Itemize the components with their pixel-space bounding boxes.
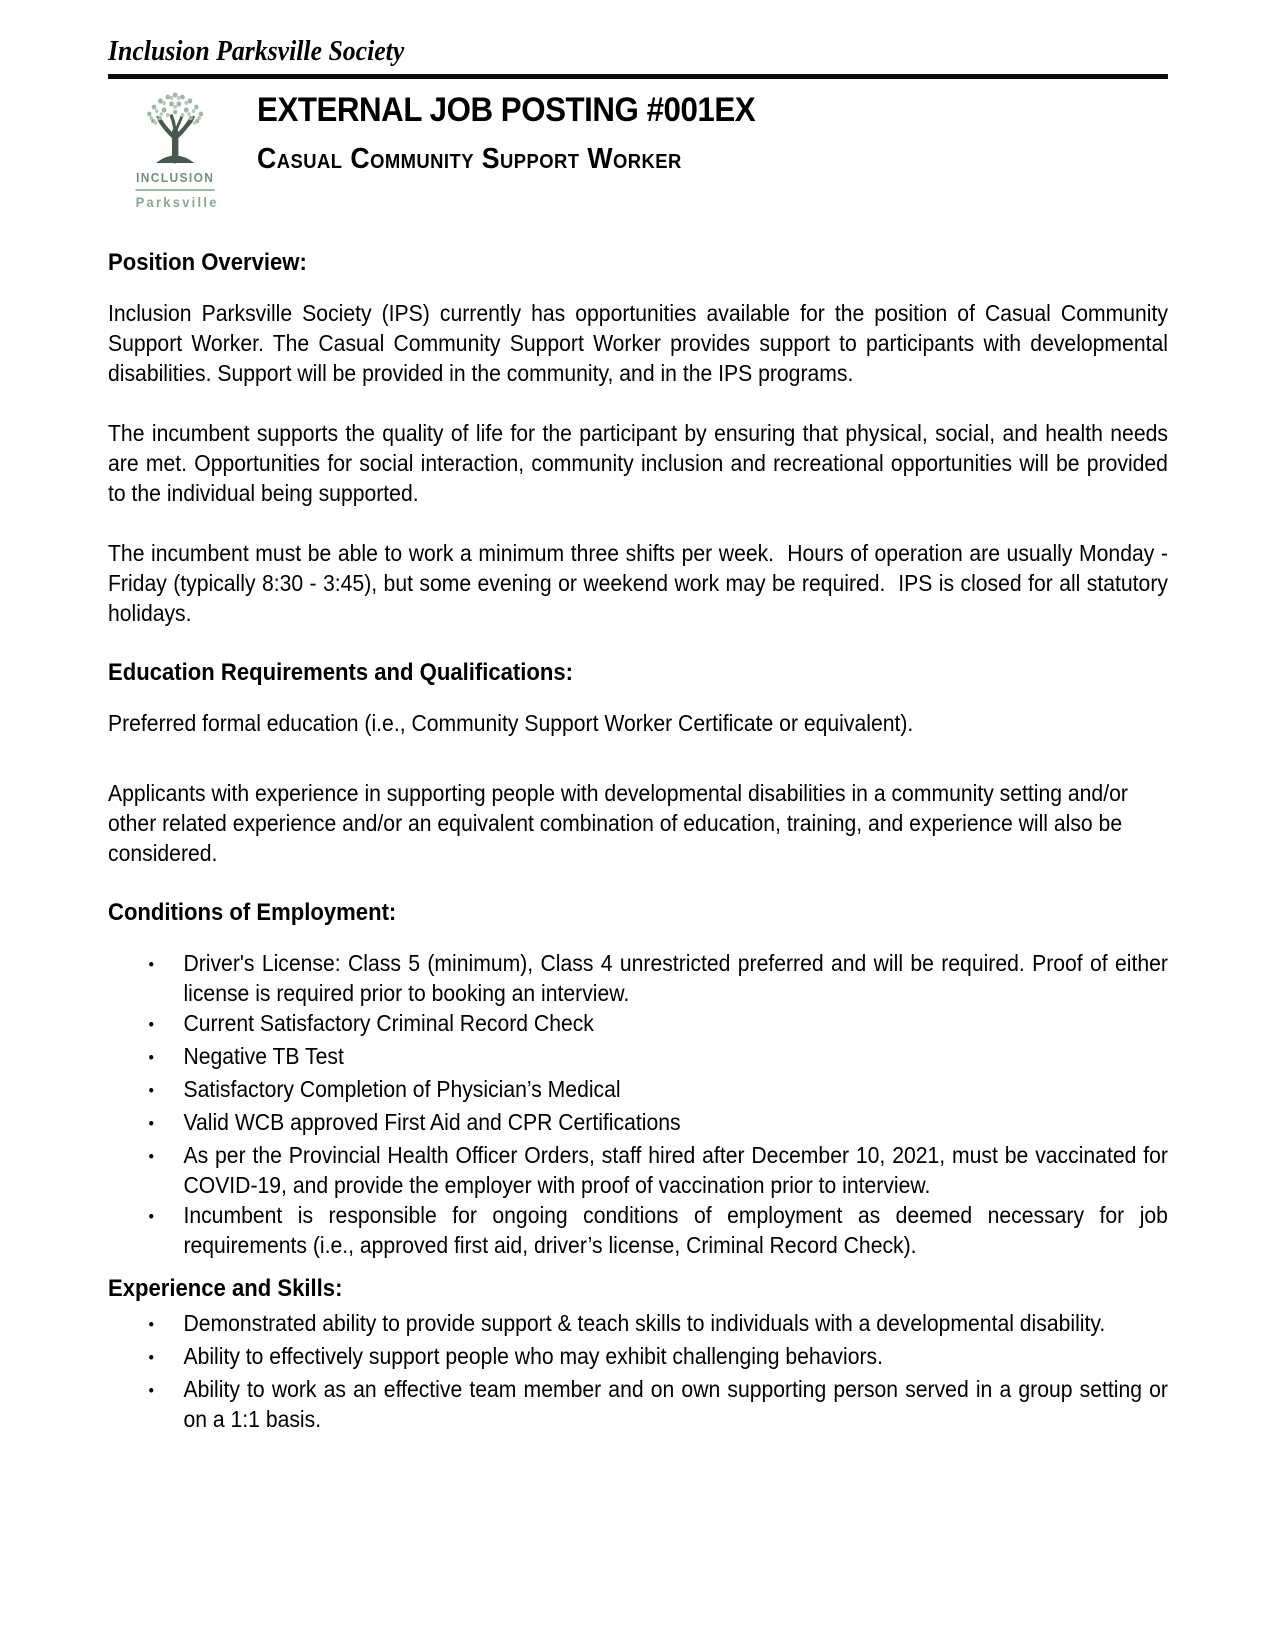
section-heading-experience-and-skills: Experience and Skills: (108, 1275, 343, 1302)
bullet-item (108, 1008, 1168, 1041)
header-row (108, 88, 1168, 210)
bullet-text: Satisfactory Completion of Physician’s Medical (183, 1076, 621, 1102)
document-body (108, 248, 1174, 1434)
conditions-bullet-list (108, 948, 1174, 1260)
bullet-text: As per the Provincial Health Officer Orders, staff hired after December 10, 2021, must be vaccinated for COVID-19, and provide the employer with proof of vaccination prior to interview. (183, 1142, 1174, 1198)
bullet-dot-icon (148, 1341, 183, 1374)
paragraph: Preferred formal education (i.e., Community Support Worker Certificate or equivalent). (108, 710, 914, 736)
bullet-text: Negative TB Test (183, 1043, 344, 1069)
bullet-dot-icon (148, 1107, 183, 1140)
experience-bullet-list (108, 1308, 1174, 1434)
bullet-text: Ability to effectively support people who may exhibit challenging behaviors. (183, 1343, 883, 1369)
bullet-item (108, 1074, 1168, 1107)
bullet-text: Demonstrated ability to provide support & teach skills to individuals with a developmental disability. (183, 1310, 1106, 1336)
bullet-item (108, 1041, 1168, 1074)
bullet-item (108, 1140, 1174, 1200)
bullet-item (108, 1200, 1174, 1260)
bullet-item (108, 1107, 1168, 1140)
bullet-item (108, 1308, 1168, 1341)
bullet-text: Ability to work as an effective team member and on own supporting person served in a group setting or on a 1:1 basis. (183, 1376, 1174, 1432)
paragraph: The incumbent supports the quality of life for the participant by ensuring that physical, social, and health needs are met. Opportunities for social interaction, community inclusion and recreational opportunities will be provided to the individual being supported. (108, 420, 1174, 506)
document-header (108, 36, 1168, 79)
paragraph: The incumbent must be able to work a minimum three shifts per week. Hours of operation are usually Monday - Friday (typically 8:30 - 3:45), but some evening or weekend work may be required. IPS is closed for all statutory holidays. (108, 540, 1174, 626)
logo-parksville-text: Parksville (135, 194, 219, 210)
paragraph: Inclusion Parksville Society (IPS) currently has opportunities available for the position of Casual Community Support Worker. The Casual Community Support Worker provides support to participants with developmental disabilities. Support will be provided in the community, and in the IPS programs. (108, 300, 1174, 386)
bullet-dot-icon (148, 948, 183, 1008)
bullet-item (108, 948, 1174, 1008)
society-name: Inclusion Parksville Society (108, 36, 405, 67)
bullet-dot-icon (148, 1074, 183, 1107)
bullet-dot-icon (148, 1008, 183, 1041)
bullet-item (108, 1341, 1168, 1374)
position-subtitle: Casual Community Support Worker (257, 143, 682, 175)
org-logo (135, 88, 219, 210)
bullet-text: Incumbent is responsible for ongoing conditions of employment as deemed necessary for job requirements (i.e., approved first aid, driver’s license, Criminal Record Check). (183, 1202, 1174, 1258)
bullet-dot-icon (148, 1200, 183, 1260)
bullet-item (108, 1374, 1174, 1434)
section-heading-position-overview: Position Overview: (108, 249, 307, 276)
bullet-dot-icon (148, 1140, 183, 1200)
bullet-dot-icon (148, 1374, 183, 1434)
bullet-text: Valid WCB approved First Aid and CPR Certifications (183, 1109, 681, 1135)
bullet-text: Current Satisfactory Criminal Record Check (183, 1010, 594, 1036)
section-heading-education-requirements: Education Requirements and Qualifications: (108, 659, 574, 686)
section-heading-conditions-of-employment: Conditions of Employment: (108, 899, 397, 926)
title-block (257, 88, 755, 175)
bullet-dot-icon (148, 1308, 183, 1341)
posting-title: EXTERNAL JOB POSTING #001EX (257, 91, 756, 129)
bullet-dot-icon (148, 1041, 183, 1074)
logo-inclusion-text: INCLUSION (136, 170, 215, 191)
bullet-text: Driver's License: Class 5 (minimum), Class 4 unrestricted preferred and will be required. Proof of either license is required prior to booking an interview. (183, 950, 1174, 1006)
tree-icon (137, 88, 212, 168)
paragraph: Applicants with experience in supporting people with developmental disabilities in a community setting and/or other related experience and/or an equivalent combination of education, training, and experience will also be considered. (108, 780, 1134, 866)
